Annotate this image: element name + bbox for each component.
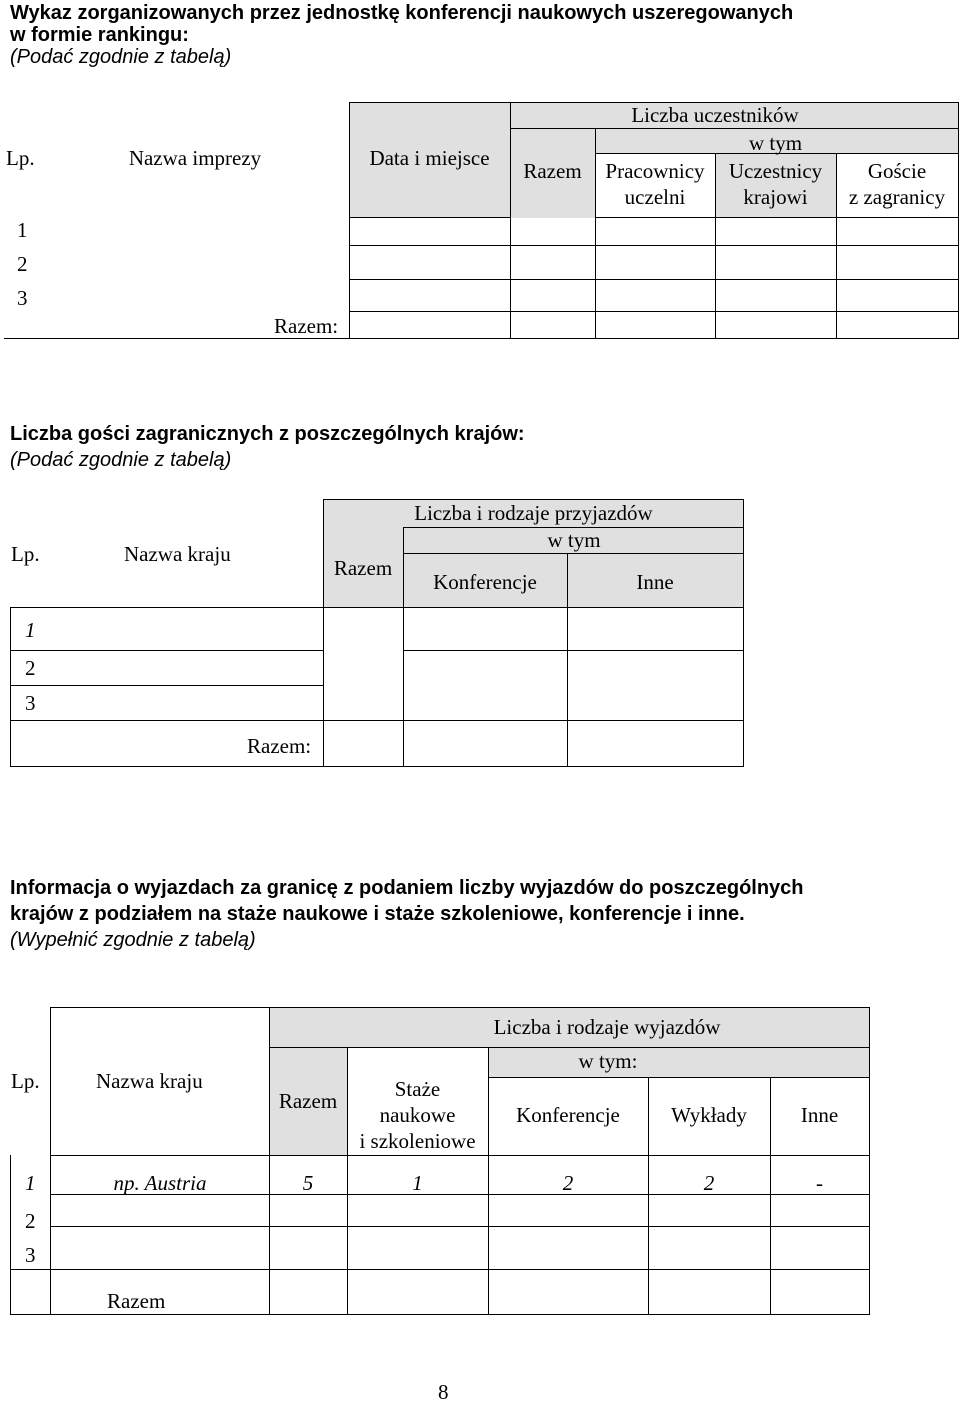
column-header-lp: Lp. (11, 1069, 40, 1093)
section1-heading-line2: w formie rankingu: (10, 24, 189, 46)
column-header-other: Inne (636, 570, 674, 594)
column-header-staff-line1: Pracownicy (605, 159, 705, 183)
row-number: 3 (25, 1243, 36, 1267)
subgroup-header-including: w tym (748, 131, 803, 155)
example-row-total: 5 (302, 1171, 314, 1195)
row-number: 2 (25, 656, 36, 680)
row-number: 2 (25, 1209, 36, 1233)
column-header-total: Razem (333, 556, 393, 580)
column-header-foreign-line2: z zagranicy (848, 185, 946, 209)
column-header-other: Inne (800, 1103, 839, 1127)
column-header-lectures: Wykłady (671, 1103, 747, 1127)
example-row-country: np. Austria (113, 1171, 207, 1195)
total-row-label: Razem: (274, 314, 339, 338)
group-header-arrivals: Liczba i rodzaje przyjazdów (414, 501, 653, 525)
column-header-country: Nazwa kraju (96, 1069, 203, 1093)
column-header-lp: Lp. (6, 146, 35, 170)
example-row-lp: 1 (25, 1171, 36, 1195)
group-header-participants: Liczba uczestników (631, 103, 799, 127)
column-header-staff-line2: uczelni (624, 185, 686, 209)
column-header-total: Razem (523, 159, 582, 183)
column-header-event-name: Nazwa imprezy (128, 146, 262, 170)
subgroup-header-including: w tym (547, 528, 601, 552)
column-header-internships-line1: Staże (394, 1077, 441, 1101)
section3-heading-line2: krajów z podziałem na staże naukowe i staże szkoleniowe, konferencje i inne. (10, 903, 745, 925)
group-header-departures: Liczba i rodzaje wyjazdów (493, 1015, 721, 1039)
section1-heading-line1: Wykaz zorganizowanych przez jednostkę konferencji naukowych uszeregowanych (10, 2, 794, 24)
section2-note: (Podać zgodnie z tabelą) (10, 449, 232, 471)
total-row-label: Razem (107, 1289, 166, 1313)
section2-heading: Liczba gości zagranicznych z poszczególnych krajów: (10, 423, 525, 445)
column-header-foreign-line1: Goście (867, 159, 927, 183)
row-number: 1 (25, 618, 36, 642)
page-number: 8 (438, 1380, 449, 1404)
column-header-conferences: Konferencje (433, 570, 537, 594)
column-header-lp: Lp. (11, 542, 40, 566)
column-header-internships-line3: i szkoleniowe (359, 1129, 476, 1153)
row-number: 1 (17, 218, 28, 242)
row-number: 3 (17, 286, 28, 310)
section3-note: (Wypełnić zgodnie z tabelą) (10, 929, 256, 951)
row-number: 2 (17, 252, 28, 276)
example-row-lectures: 2 (703, 1171, 715, 1195)
column-header-internships-line2: naukowe (379, 1103, 456, 1127)
section1-note: (Podać zgodnie z tabelą) (10, 46, 232, 68)
row-number: 3 (25, 691, 36, 715)
column-header-conferences: Konferencje (516, 1103, 620, 1127)
example-row-internships: 1 (412, 1171, 423, 1195)
column-header-country: Nazwa kraju (124, 542, 231, 566)
column-header-date-place: Data i miejsce (369, 146, 490, 170)
subgroup-header-including: w tym: (578, 1049, 638, 1073)
column-header-domestic-line1: Uczestnicy (728, 159, 823, 183)
example-row-other: - (816, 1171, 823, 1195)
column-header-domestic-line2: krajowi (743, 185, 808, 209)
section3-heading-line1: Informacja o wyjazdach za granicę z podaniem liczby wyjazdów do poszczególnych (10, 877, 804, 899)
total-row-label: Razem: (247, 734, 312, 758)
column-header-total: Razem (278, 1089, 338, 1113)
example-row-conferences: 2 (562, 1171, 574, 1195)
